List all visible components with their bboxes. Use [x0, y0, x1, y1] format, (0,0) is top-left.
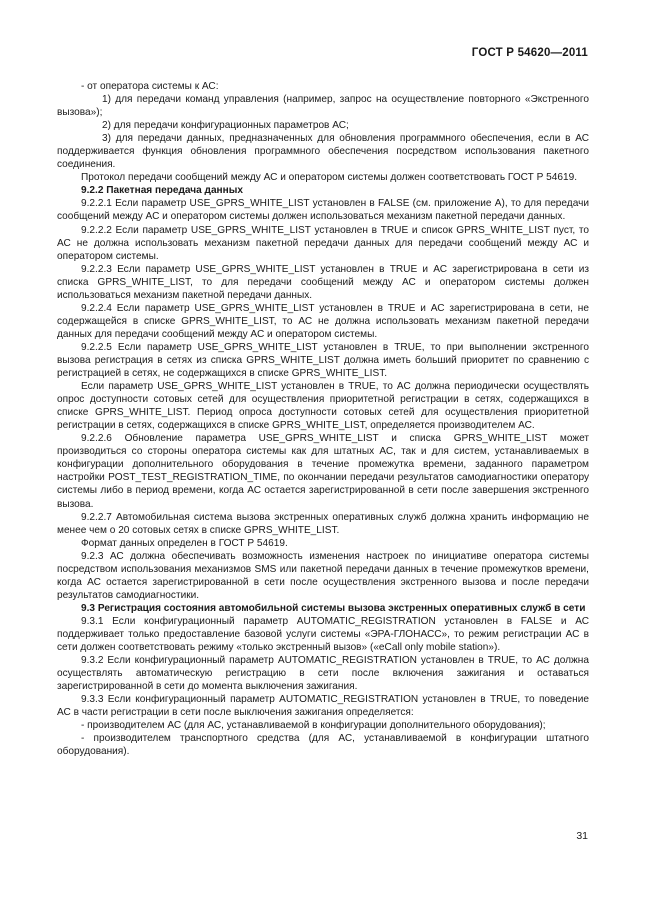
paragraph-1: 1) для передачи команд управления (например, запрос на осуществление повторного «Экстренного вызова»); [57, 94, 589, 119]
paragraph-11: Если параметр USE_GPRS_WHITE_LIST установлен в TRUE, то АС должна периодически осуществлять опрос доступности сотовых сетей для осуществления приоритетной регистрации в сетях, содержащихся в списке GPRS_WHITE_LIST. Период опроса доступности сотовых сетей для осуществления приоритетной регистрации в сетях, содержащихся в списке GPRS_WHITE_LIST, определяется производителем АС. [57, 381, 589, 432]
paragraph-4: Протокол передачи сообщений между АС и оператором системы должен соответствовать ГОСТ Р 54619. [81, 172, 578, 184]
paragraph-14: Формат данных определен в ГОСТ Р 54619. [81, 537, 288, 549]
paragraph-18: 9.3.2 Если конфигурационный параметр AUTOMATIC_REGISTRATION установлен в TRUE, то АС должна осуществлять автоматическую регистрацию в сети после включения зажигания и оставаться зарегистрированной в сети до момента выключения зажигания. [57, 655, 589, 693]
paragraph-12: 9.2.2.6 Обновление параметра USE_GPRS_WHITE_LIST и списка GPRS_WHITE_LIST может производиться со стороны оператора системы как для штатных АС, так и для систем, устанавливаемых в конфигурации дополнительного оборудования в течение промежутка времени, заданного параметром настройки POST_TEST_REGISTRATION_TIME, по окончании передачи результатов самодиагностики оператору системы либо в период времени, когда АС остается зарегистрированной в сети после завершения экстренного вызова. [57, 433, 589, 510]
paragraph-9: 9.2.2.4 Если параметр USE_GPRS_WHITE_LIST установлен в TRUE и АС зарегистрирована в сети, не содержащейся в списке GPRS_WHITE_LIST, то АС не должна использовать механизм пакетной передачи данных для передачи сообщений между АС и оператором системы. [57, 302, 589, 340]
paragraph-20: - производителем АС (для АС, устанавливаемой в конфигурации дополнительного оборудования); [81, 720, 546, 732]
paragraph-3: 3) для передачи данных, предназначенных для обновления программного обеспечения, если в АС поддерживается функция обновления программного обеспечения посредством использования пакетного соединения. [57, 133, 589, 171]
paragraph-17: 9.3.1 Если конфигурационный параметр AUTOMATIC_REGISTRATION установлен в FALSE и АС поддерживает только предоставление базовой услуги системы «ЭРА-ГЛОНАСС», то режим регистрации АС в сети должен соответствовать режиму «только экстренный вызов» («eCall only mobile station»). [57, 615, 589, 654]
section-heading-9-3: 9.3 Регистрация состояния автомобильной системы вызова экстренных оперативных служб в сети [81, 602, 586, 614]
paragraph-6: 9.2.2.1 Если параметр USE_GPRS_WHITE_LIST установлен в FALSE (см. приложение А), то для передачи сообщений между АС и оператором системы должен использоваться механизм пакетной передачи данных. [57, 198, 589, 223]
paragraph-10: 9.2.2.5 Если параметр USE_GPRS_WHITE_LIST установлен в TRUE, то при выполнении экстренного вызова регистрация в сетях из списка GPRS_WHITE_LIST должна иметь больший приоритет по сравнению с регистрацией в сетях, не содержащихся в списке GPRS_WHITE_LIST. [57, 341, 589, 380]
document-standard-id: ГОСТ Р 54620—2011 [471, 47, 588, 59]
paragraph-13: 9.2.2.7 Автомобильная система вызова экстренных оперативных служб должна хранить информацию не менее чем о 20 сотовых сетях в списке GPRS_WHITE_LIST. [57, 511, 589, 536]
paragraph-21: - производителем транспортного средства (для АС, устанавливаемой в конфигурации штатного оборудования). [57, 733, 589, 758]
page-number: 31 [576, 830, 588, 842]
paragraph-8: 9.2.2.3 Если параметр USE_GPRS_WHITE_LIST установлен в TRUE и АС зарегистрирована в сети из списка GPRS_WHITE_LIST, то для передачи сообщений между АС и оператором системы должен использоваться механизм пакетной передачи данных. [57, 263, 589, 301]
section-heading-9-2-2: 9.2.2 Пакетная передача данных [81, 185, 243, 197]
paragraph-2: 2) для передачи конфигурационных параметров АС; [102, 120, 349, 132]
paragraph-15: 9.2.3 АС должна обеспечивать возможность изменения настроек по инициативе оператора системы посредством использования механизмов SMS или пакетной передачи данных в течение промежутков времени, когда АС остается зарегистрированной в сети после осуществления экстренного вызова и после передачи результатов самодиагностики. [57, 550, 589, 601]
paragraph-0: - от оператора системы к АС: [81, 81, 219, 92]
document-body [57, 80, 589, 758]
paragraph-19: 9.3.3 Если конфигурационный параметр AUTOMATIC_REGISTRATION установлен в TRUE, то поведение АС в части регистрации в сети после выключения зажигания определяется: [57, 694, 589, 719]
paragraph-7: 9.2.2.2 Если параметр USE_GPRS_WHITE_LIST установлен в TRUE и список GPRS_WHITE_LIST пуст, то АС не должна использовать механизм пакетной передачи данных для передачи сообщений между АС и оператором системы. [57, 224, 589, 262]
